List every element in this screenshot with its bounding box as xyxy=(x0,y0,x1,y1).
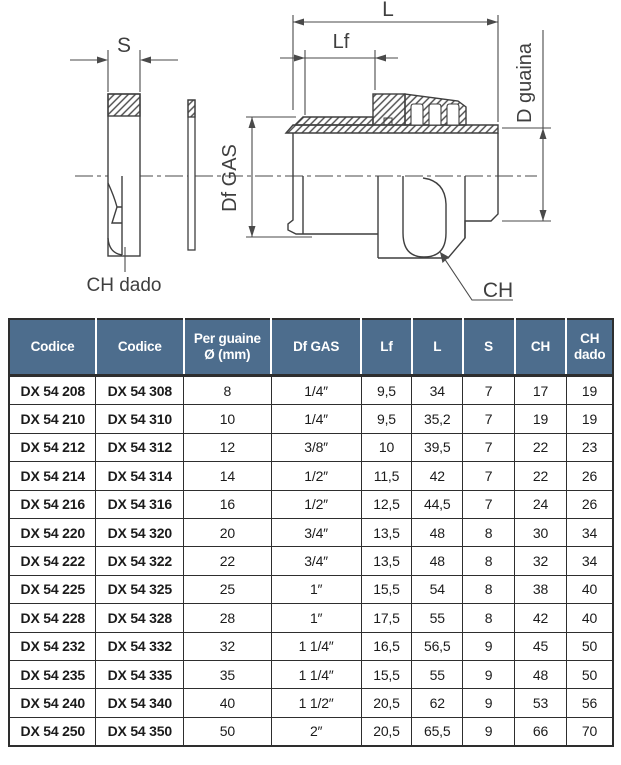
value-cell: 50 xyxy=(566,632,613,660)
table-row xyxy=(9,575,613,603)
value-cell: 11,5 xyxy=(361,462,412,490)
value-cell: 1 1/4″ xyxy=(271,660,361,688)
value-cell: 7 xyxy=(463,490,515,518)
value-cell: 20,5 xyxy=(361,689,412,717)
value-cell: 8 xyxy=(463,547,515,575)
value-cell: 50 xyxy=(184,717,272,746)
table-row xyxy=(9,518,613,546)
value-cell: 17,5 xyxy=(361,604,412,632)
code-cell: DX 54 212 xyxy=(9,433,96,461)
code-cell: DX 54 240 xyxy=(9,689,96,717)
label-ch-dado: CH dado xyxy=(86,275,162,296)
header-label: L xyxy=(433,339,442,355)
code-cell: DX 54 310 xyxy=(96,405,184,433)
value-cell: 20,5 xyxy=(361,717,412,746)
table-row xyxy=(9,405,613,433)
value-cell: 34 xyxy=(566,518,613,546)
table-row xyxy=(9,632,613,660)
code-cell: DX 54 314 xyxy=(96,462,184,490)
dimension-lines xyxy=(70,15,551,300)
value-cell: 2″ xyxy=(271,717,361,746)
technical-drawing xyxy=(0,0,621,314)
value-cell: 39,5 xyxy=(412,433,463,461)
header-label: Df GAS xyxy=(293,339,340,355)
code-cell: DX 54 308 xyxy=(96,376,184,405)
code-cell: DX 54 232 xyxy=(9,632,96,660)
header-label-line2: Ø (mm) xyxy=(204,347,251,362)
technical-drawing-section xyxy=(0,0,621,314)
code-cell: DX 54 228 xyxy=(9,604,96,632)
value-cell: 35 xyxy=(184,660,272,688)
value-cell: 3/4″ xyxy=(271,518,361,546)
code-cell: DX 54 312 xyxy=(96,433,184,461)
value-cell: 8 xyxy=(463,518,515,546)
value-cell: 66 xyxy=(515,717,567,746)
header-codice-2 xyxy=(96,319,184,376)
value-cell: 22 xyxy=(184,547,272,575)
value-cell: 1 1/2″ xyxy=(271,689,361,717)
value-cell: 40 xyxy=(566,575,613,603)
value-cell: 9,5 xyxy=(361,376,412,405)
table-row xyxy=(9,490,613,518)
label-s: S xyxy=(116,34,132,57)
code-cell: DX 54 320 xyxy=(96,518,184,546)
value-cell: 53 xyxy=(515,689,567,717)
header-lf xyxy=(361,319,412,376)
value-cell: 32 xyxy=(515,547,567,575)
table-row xyxy=(9,462,613,490)
table-row xyxy=(9,604,613,632)
value-cell: 50 xyxy=(566,660,613,688)
value-cell: 55 xyxy=(412,660,463,688)
value-cell: 26 xyxy=(566,490,613,518)
table-row xyxy=(9,376,613,405)
header-label: Per guaine xyxy=(193,331,261,347)
header-label: Codice xyxy=(117,339,162,355)
value-cell: 28 xyxy=(184,604,272,632)
code-cell: DX 54 340 xyxy=(96,689,184,717)
value-cell: 34 xyxy=(566,547,613,575)
label-ch: CH xyxy=(482,279,514,302)
label-d-guaina: D guaina xyxy=(514,42,536,124)
value-cell: 19 xyxy=(566,405,613,433)
header-label-line2: dado xyxy=(574,347,606,362)
value-cell: 25 xyxy=(184,575,272,603)
value-cell: 7 xyxy=(463,376,515,405)
value-cell: 22 xyxy=(515,433,567,461)
value-cell: 23 xyxy=(566,433,613,461)
value-cell: 30 xyxy=(515,518,567,546)
value-cell: 56,5 xyxy=(412,632,463,660)
value-cell: 15,5 xyxy=(361,660,412,688)
value-cell: 8 xyxy=(463,575,515,603)
header-codice-1 xyxy=(9,319,96,376)
header-l xyxy=(412,319,463,376)
code-cell: DX 54 322 xyxy=(96,547,184,575)
value-cell: 20 xyxy=(184,518,272,546)
code-cell: DX 54 208 xyxy=(9,376,96,405)
value-cell: 3/8″ xyxy=(271,433,361,461)
value-cell: 40 xyxy=(566,604,613,632)
spec-table xyxy=(8,318,614,747)
value-cell: 56 xyxy=(566,689,613,717)
header-row xyxy=(9,319,613,376)
code-cell: DX 54 250 xyxy=(9,717,96,746)
value-cell: 9 xyxy=(463,632,515,660)
value-cell: 32 xyxy=(184,632,272,660)
nut-view xyxy=(108,94,140,256)
value-cell: 7 xyxy=(463,405,515,433)
value-cell: 10 xyxy=(361,433,412,461)
code-cell: DX 54 210 xyxy=(9,405,96,433)
value-cell: 7 xyxy=(463,462,515,490)
value-cell: 3/4″ xyxy=(271,547,361,575)
value-cell: 65,5 xyxy=(412,717,463,746)
header-label: Codice xyxy=(30,339,75,355)
code-cell: DX 54 222 xyxy=(9,547,96,575)
value-cell: 40 xyxy=(184,689,272,717)
value-cell: 26 xyxy=(566,462,613,490)
value-cell: 1/2″ xyxy=(271,462,361,490)
value-cell: 7 xyxy=(463,433,515,461)
label-lf: Lf xyxy=(332,31,350,53)
code-cell: DX 54 225 xyxy=(9,575,96,603)
value-cell: 24 xyxy=(515,490,567,518)
value-cell: 1″ xyxy=(271,604,361,632)
table-row xyxy=(9,433,613,461)
header-s xyxy=(463,319,515,376)
spec-table-body xyxy=(9,376,613,747)
label-df-gas: Df GAS xyxy=(219,144,241,212)
value-cell: 16 xyxy=(184,490,272,518)
value-cell: 34 xyxy=(412,376,463,405)
code-cell: DX 54 332 xyxy=(96,632,184,660)
value-cell: 35,2 xyxy=(412,405,463,433)
value-cell: 9 xyxy=(463,717,515,746)
value-cell: 9,5 xyxy=(361,405,412,433)
value-cell: 8 xyxy=(184,376,272,405)
washer-view xyxy=(188,100,195,250)
code-cell: DX 54 325 xyxy=(96,575,184,603)
value-cell: 1/4″ xyxy=(271,405,361,433)
value-cell: 22 xyxy=(515,462,567,490)
value-cell: 55 xyxy=(412,604,463,632)
code-cell: DX 54 350 xyxy=(96,717,184,746)
value-cell: 16,5 xyxy=(361,632,412,660)
table-row xyxy=(9,689,613,717)
header-per-guaine xyxy=(184,319,272,376)
header-label: Lf xyxy=(380,339,393,355)
code-cell: DX 54 214 xyxy=(9,462,96,490)
label-l: L xyxy=(382,0,394,21)
code-cell: DX 54 335 xyxy=(96,660,184,688)
table-row xyxy=(9,547,613,575)
value-cell: 8 xyxy=(463,604,515,632)
value-cell: 14 xyxy=(184,462,272,490)
header-label: CH xyxy=(530,339,551,355)
value-cell: 42 xyxy=(515,604,567,632)
code-cell: DX 54 328 xyxy=(96,604,184,632)
value-cell: 44,5 xyxy=(412,490,463,518)
value-cell: 12 xyxy=(184,433,272,461)
header-ch-dado xyxy=(566,319,613,376)
value-cell: 48 xyxy=(412,518,463,546)
code-cell: DX 54 235 xyxy=(9,660,96,688)
code-cell: DX 54 216 xyxy=(9,490,96,518)
value-cell: 13,5 xyxy=(361,518,412,546)
value-cell: 70 xyxy=(566,717,613,746)
value-cell: 48 xyxy=(412,547,463,575)
value-cell: 1 1/4″ xyxy=(271,632,361,660)
value-cell: 38 xyxy=(515,575,567,603)
value-cell: 13,5 xyxy=(361,547,412,575)
value-cell: 42 xyxy=(412,462,463,490)
value-cell: 19 xyxy=(566,376,613,405)
value-cell: 62 xyxy=(412,689,463,717)
value-cell: 15,5 xyxy=(361,575,412,603)
spec-table-container xyxy=(0,314,621,747)
header-label: S xyxy=(484,339,493,355)
code-cell: DX 54 220 xyxy=(9,518,96,546)
header-ch xyxy=(515,319,567,376)
value-cell: 1/2″ xyxy=(271,490,361,518)
spec-table-head xyxy=(9,319,613,376)
value-cell: 54 xyxy=(412,575,463,603)
table-row xyxy=(9,660,613,688)
value-cell: 1″ xyxy=(271,575,361,603)
value-cell: 48 xyxy=(515,660,567,688)
value-cell: 12,5 xyxy=(361,490,412,518)
header-df-gas xyxy=(271,319,361,376)
value-cell: 10 xyxy=(184,405,272,433)
value-cell: 1/4″ xyxy=(271,376,361,405)
value-cell: 19 xyxy=(515,405,567,433)
value-cell: 17 xyxy=(515,376,567,405)
value-cell: 45 xyxy=(515,632,567,660)
header-label: CH xyxy=(580,331,600,347)
table-row xyxy=(9,717,613,746)
value-cell: 9 xyxy=(463,660,515,688)
value-cell: 9 xyxy=(463,689,515,717)
code-cell: DX 54 316 xyxy=(96,490,184,518)
